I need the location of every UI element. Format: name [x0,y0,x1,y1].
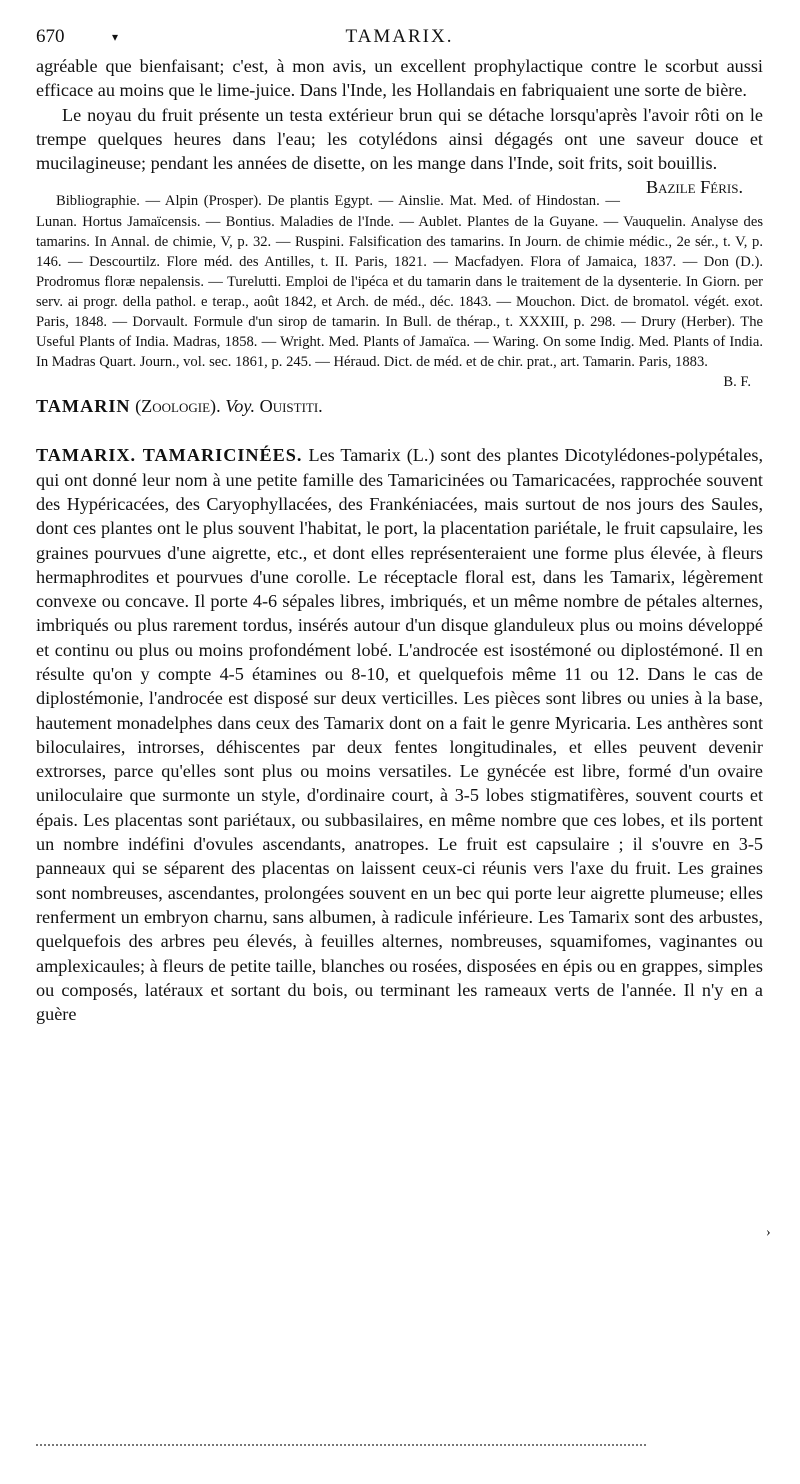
margin-mark: › [766,1225,771,1240]
bibliography-text: Bibliographie. — Alpin (Prosper). De plantis Egypt. — Ainslie. Mat. Med. of Hindostan. — Lunan. Hortus Jamaïcensis. — Bontius. Maladies de l'Inde. — Aublet. Plantes de la Guyane. — Vauquelin. Analyse des tamarins. In Annal. de chimie, V, p. 32. — Ruspini. Falsification des tamarins. In Journ. de chimie médic., 2e sér., t. V, p. 146. — Descourtilz. Flore méd. des Antilles, t. II. Paris, 1821. — Macfadyen. Flora of Jamaica, 1837. — Don (D.). Prodromus floræ nepalensis. — Turelutti. Emploi de l'ipéca et du tamarin dans le traitement de la dysenterie. In Giorn. per serv. ai progr. della pathol. e terap., août 1842, et Arch. de méd., déc. 1843. — Mouchon. Dict. de bromatol. végét. exot. Paris, 1848. — Dorvault. Formule d'un sirop de tamarin. In Bull. de thérap., t. XXXIII, p. 298. — Drury (Herber). The Useful Plants of India. Madras, 1858. — Wright. Med. Plants of Jamaïca. — Waring. On some Indig. Med. Plants of India. In Madras Quart. Journ., vol. sec. 1861, p. 245. — Héraud. Dict. de méd. et de chir. prat., art. Tamarin. Paris, 1883. [36,193,763,371]
tamarin-crossref: Ouistiti. [259,396,323,417]
document-page [36,26,763,1026]
tamarix-text: Les Tamarix (L.) sont des plantes Dicotylédones-polypétales, qui ont donné leur nom à une petite famille des Tamaricinées ou Tamaricacées, rapprochée souvent des Hypéricacées, des Caryophyllacées, des Frankéniacées, mais surtout de nos jours des Saules, dont ces plantes ont le plus souvent l'habitat, le port, la placentation pariétale, le fruit capsulaire, les graines pourvues d'une aigrette, etc., et dont elles représenteraient une forme plus élevée, à fleurs hermaphrodites et pourvues d'une corolle. Le réceptacle floral est, dans les Tamarix, légèrement convexe ou concave. Il porte 4-6 sépales libres, imbriqués, et un même nombre de pétales alternes, imbriqués ou plus rarement tordus, insérés autour d'un disque glanduleux plus ou moins développé et continu ou plus ou moins profondément lobé. L'androcée est isostémoné ou diplostémoné. Il en résulte qu'on y compte 4-5 étamines ou 8-10, et quelquefois même 11 ou 12. Dans le cas de diplostémonie, l'androcée est disposé sur deux verticilles. Les pièces sont libres ou unies à la base, hautement monadelphes dans ceux des Tamarix dont on a fait le genre Myricaria. Les anthères sont biloculaires, introrses, déhiscentes par deux fentes longitudinales, et elles peuvent devenir extrorses, parce qu'elles sont plus ou moins versatiles. Le gynécée est libre, formé d'un ovaire uniloculaire que surmonte un style, d'ordinaire court, à 3-5 lobes stigmatifères, souvent courts et épais. Les placentas sont pariétaux, ou subbasilaires, en même nombre que ces lobes, et ils portent un nombre indéfini d'ovules ascendants, anatropes. Le fruit est capsulaire ; il s'ouvre en 3-5 panneaux qui se séparent des placentas on laissent ceux-ci réunis vers l'axe du fruit. Les graines sont nombreuses, ascendantes, prolongées souvent en un bec qui porte leur aigrette plumeuse; elles renferment un embryon charnu, sans albumen, à radicule inférieure. Les Tamarix sont des arbustes, quelquefois des arbres peu élevés, à feuilles alternes, nombreuses, squamifomes, vaginantes ou amplexicaules; à fleurs de petite taille, blanches ou rosées, disposées en épis ou en grappes, simples ou composés, latéraux et sortant du bois, ou terminant les rameaux verts de l'année. Il n'y en a guère [36,445,764,1025]
intro-paragraph-1: agréable que bienfaisant; c'est, à mon avis, un excellent prophylactique contre le scorbut aussi efficace au moins que le lime-juice. Dans l'Inde, les Hollandais en fabriquaient une sorte de bière. [36,56,763,101]
tamarin-headword: TAMARIN [36,396,131,417]
page-header [36,26,763,54]
footer-rule [36,1444,646,1446]
page-number: 670 [36,26,65,47]
tamarin-entry [36,396,763,417]
tamarix-headword: TAMARIX. TAMARICINÉES. [36,445,303,466]
intro-text [36,54,763,198]
bibliography-initials: B. F. [723,374,751,391]
tamarin-subject: (Zoologie). [135,396,221,417]
running-title: TAMARIX. [345,26,454,47]
author-signature: Bazile Féris. [645,177,743,198]
tamarin-see: Voy. [225,396,256,417]
bibliography-paragraph [36,191,763,391]
intro-paragraph-2 [36,103,763,198]
print-mark: ▾ [112,30,119,44]
bibliography [36,191,763,391]
tamarix-entry [36,443,763,1026]
intro-paragraph-2-text: Le noyau du fruit présente un testa extérieur brun qui se détache lorsqu'après l'avoir rôti on le trempe quelques heures dans l'eau; les cotylédons ainsi dégagés ont une saveur douce et mucilagineuse; pendant les années de disette, on les mange dans l'Inde, soit frits, soit bouillis. [36,104,763,174]
